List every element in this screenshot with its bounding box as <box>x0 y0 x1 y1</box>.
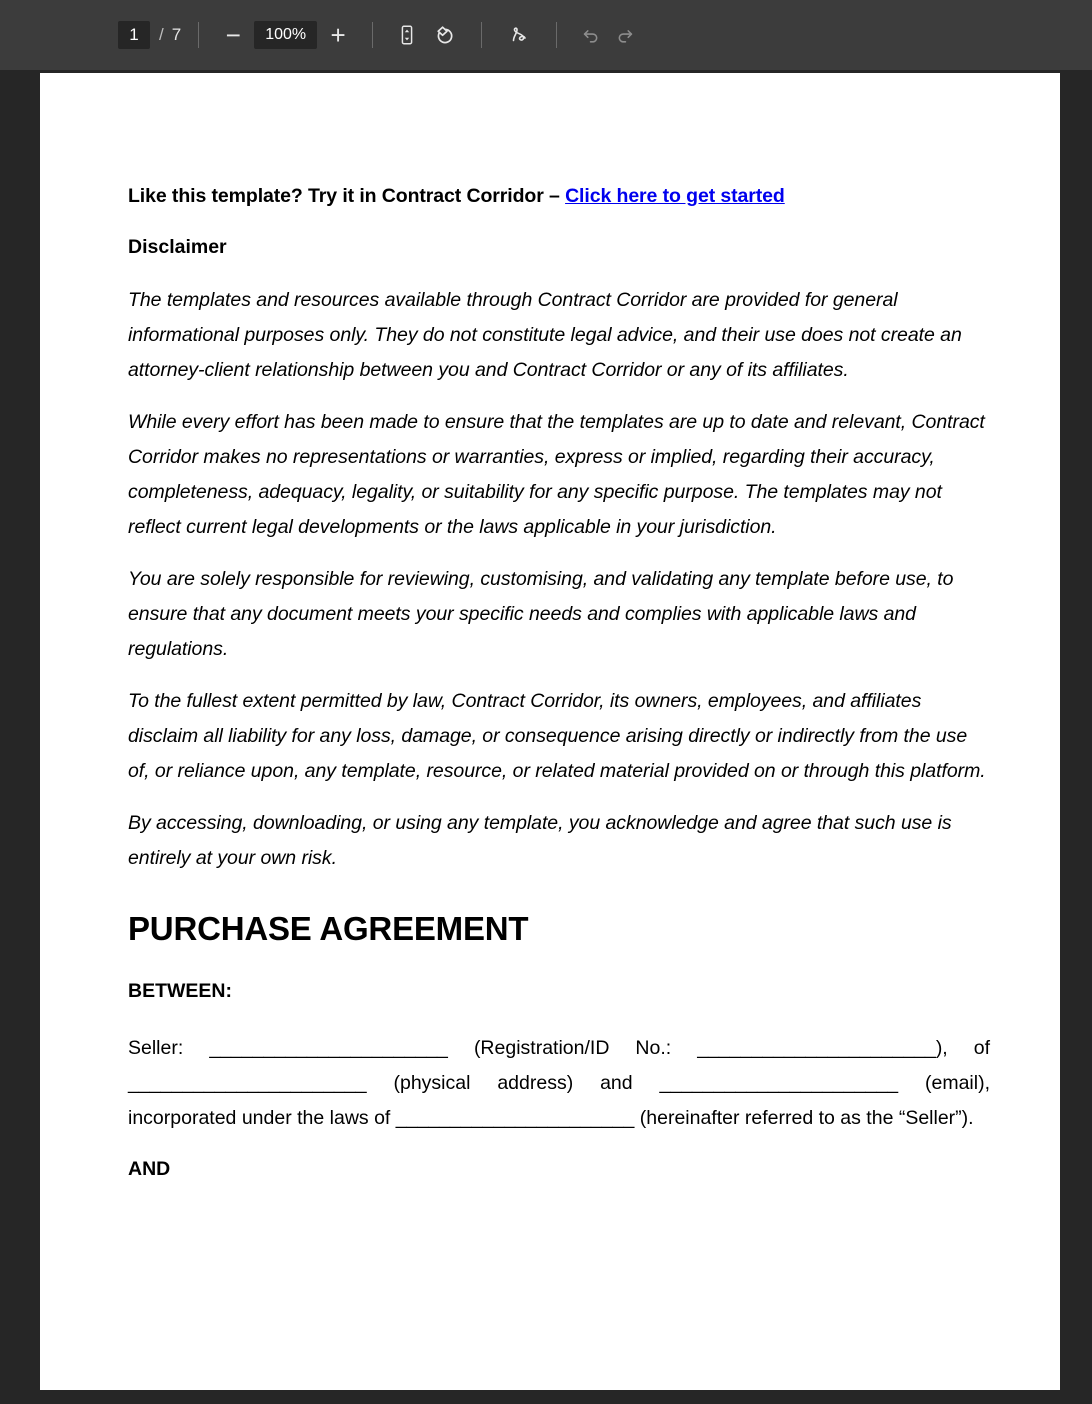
ink-draw-icon[interactable] <box>499 18 539 52</box>
seller-registration-close: ), of <box>935 1037 991 1059</box>
disclaimer-paragraph: By accessing, downloading, or using any template, you acknowledge and agree that such use is entirely at your own risk. <box>128 812 952 869</box>
disclaimer-paragraph: To the fullest extent permitted by law, Contract Corridor, its owners, employees, and affiliates disclaim all liability for any loss, damage, or consequence arising directly or indirectly from the use of, or reliance upon, any template, resource, or related material provided on or through this platform. <box>128 690 986 782</box>
between-heading: BETWEEN: <box>128 980 232 1002</box>
zoom-level-value[interactable]: 100% <box>254 21 317 49</box>
page-fit-icon[interactable] <box>390 18 424 52</box>
disclaimer-heading: Disclaimer <box>128 236 227 258</box>
seller-clause <box>128 1031 990 1136</box>
seller-hereinafter-label: (hereinafter referred to as the “Seller”). <box>639 1107 974 1129</box>
promo-text: Like this template? Try it in Contract Corridor – <box>128 185 566 207</box>
disclaimer-paragraph: You are solely responsible for reviewing, customising, and validating any template before use, to ensure that any document meets your specific needs and complies with applicable laws and regulations. <box>128 568 954 660</box>
and-heading: AND <box>128 1158 171 1180</box>
pdf-page-1 <box>40 73 1060 1390</box>
seller-email-blank[interactable]: ______________________ <box>659 1072 899 1094</box>
view-tools-group <box>390 18 464 52</box>
seller-registration-blank[interactable]: ______________________ <box>697 1037 936 1059</box>
redo-icon[interactable] <box>608 18 642 52</box>
disclaimer-paragraph: While every effort has been made to ensure that the templates are up to date and relevant, Contract Corridor makes no representations or warranties, express or implied, regarding their accuracy, completeness, adequacy, legality, or suitability for any specific purpose. The templates may not reflect current legal developments or the laws applicable in your jurisdiction. <box>128 411 985 538</box>
undo-icon[interactable] <box>574 18 608 52</box>
seller-address-blank[interactable]: ______________________ <box>128 1072 367 1094</box>
page-separator: / <box>159 25 164 44</box>
page-count-label: 7 <box>171 25 182 44</box>
zoom-in-button[interactable]: + <box>321 18 355 52</box>
toolbar-divider-1 <box>198 22 199 48</box>
pdf-viewer-toolbar <box>0 0 1092 70</box>
toolbar-divider-2 <box>372 22 373 48</box>
zoom-out-button[interactable]: − <box>216 18 250 52</box>
document-body <box>128 185 990 1181</box>
promo-line <box>128 185 990 208</box>
toolbar-divider-4 <box>556 22 557 48</box>
rotate-icon[interactable] <box>424 18 464 52</box>
toolbar-divider-3 <box>481 22 482 48</box>
seller-jurisdiction-blank[interactable]: ______________________ <box>395 1107 635 1129</box>
page-number-input[interactable] <box>118 21 150 49</box>
seller-registration-label: (Registration/ID No.: <box>473 1037 672 1059</box>
seller-label: Seller: <box>128 1037 184 1059</box>
disclaimer-paragraph: The templates and resources available through Contract Corridor are provided for general informational purposes only. They do not constitute legal advice, and their use does not create an attorney-client relationship between you and Contract Corridor or any of its affiliates. <box>128 289 962 381</box>
seller-email-label: (email), incorporated <box>128 1072 990 1129</box>
zoom-controls-group <box>216 18 355 52</box>
history-tools-group <box>574 18 642 52</box>
page-navigation-group <box>118 21 181 49</box>
seller-address-label: (physical address) and <box>393 1072 633 1094</box>
annotation-tools-group <box>499 18 539 52</box>
seller-name-blank[interactable]: ______________________ <box>209 1037 448 1059</box>
get-started-link[interactable]: Click here to get started <box>565 185 785 207</box>
seller-laws-label: under the laws of <box>241 1107 391 1129</box>
page-title: PURCHASE AGREEMENT <box>128 910 529 947</box>
